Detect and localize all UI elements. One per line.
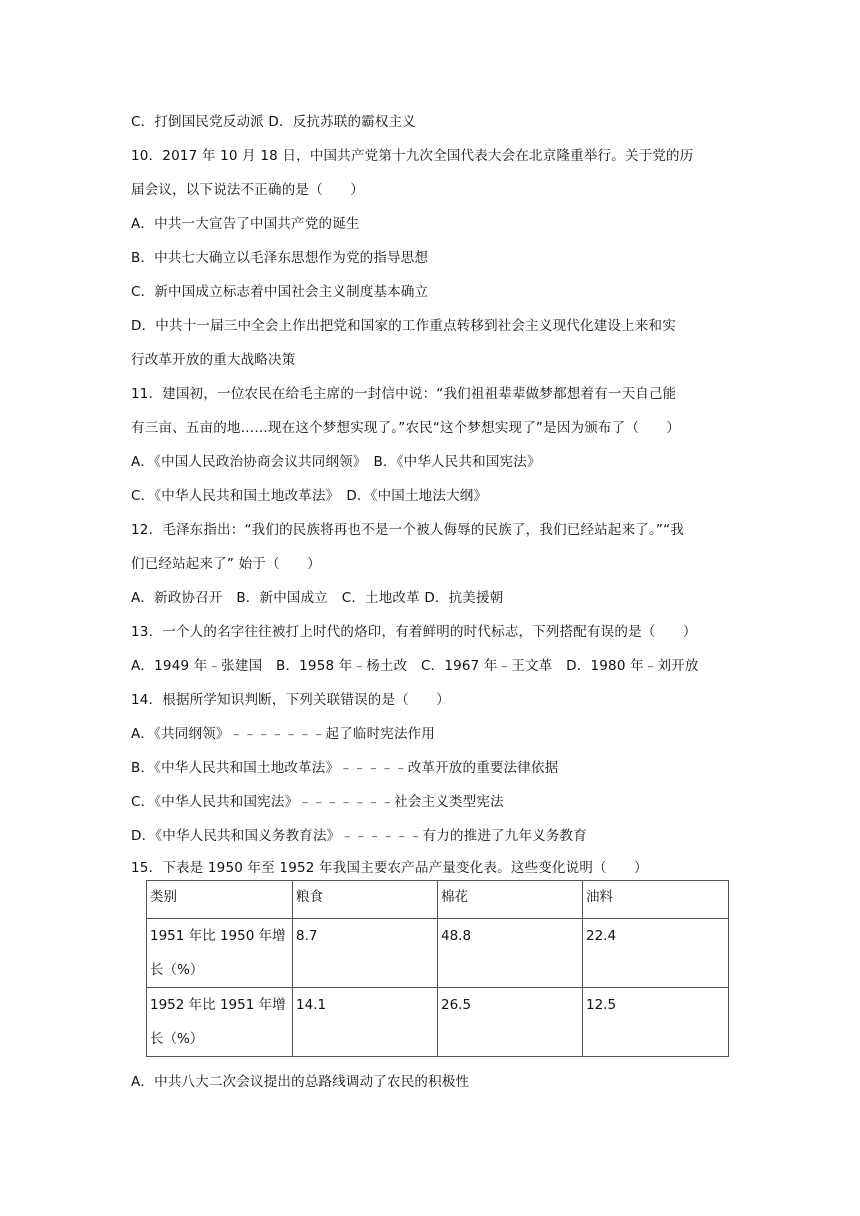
q14-option-b: B．《中华人民共和国土地改革法》﹣﹣﹣﹣﹣改革开放的重要法律依据 bbox=[131, 760, 559, 776]
q11-stem-line1: 11．建国初，一位农民在给毛主席的一封信中说：“我们祖祖辈辈做梦都想着有一天自己能 bbox=[131, 386, 677, 402]
row-label-line2: 长（%） bbox=[150, 1031, 204, 1047]
q11-stem-line2: 有三亩、五亩的地……现在这个梦想实现了。”农民“这个梦想实现了”是因为颁布了（ ） bbox=[131, 420, 681, 436]
cell-oil: 22.4 bbox=[583, 919, 729, 988]
q15-option-a: A．中共八大二次会议提出的总路线调动了农民的积极性 bbox=[131, 1074, 470, 1090]
q10-stem-line2: 届会议，以下说法不正确的是（ ） bbox=[131, 182, 364, 198]
row-label bbox=[147, 919, 293, 988]
header-oil: 油料 bbox=[583, 881, 729, 919]
q10-option-a: A．中共一大宣告了中国共产党的诞生 bbox=[131, 216, 360, 232]
cell-cotton: 26.5 bbox=[438, 988, 583, 1057]
q14-option-c: C．《中华人民共和国宪法》﹣﹣﹣﹣﹣﹣﹣社会主义类型宪法 bbox=[131, 794, 504, 810]
header-category: 类别 bbox=[147, 881, 293, 919]
cell-cotton: 48.8 bbox=[438, 919, 583, 988]
row-label bbox=[147, 988, 293, 1057]
row-label-line2: 长（%） bbox=[150, 962, 204, 978]
q14-stem: 14．根据所学知识判断，下列关联错误的是（ ） bbox=[131, 692, 450, 708]
q13-stem: 13．一个人的名字往往被打上时代的烙印，有着鲜明的时代标志，下列搭配有误的是（ ） bbox=[131, 624, 697, 640]
q10-option-b: B．中共七大确立以毛泽东思想作为党的指导思想 bbox=[131, 250, 429, 266]
cell-oil: 12.5 bbox=[583, 988, 729, 1057]
q10-option-c: C．新中国成立标志着中国社会主义制度基本确立 bbox=[131, 284, 429, 300]
table-row bbox=[147, 988, 729, 1057]
cell-grain: 14.1 bbox=[293, 988, 438, 1057]
production-table bbox=[146, 880, 729, 1057]
table-header-row bbox=[147, 881, 729, 919]
row-label-line1: 1951 年比 1950 年增 bbox=[150, 928, 286, 944]
q15-stem: 15．下表是 1950 年至 1952 年我国主要农产品产量变化表。这些变化说明（ ） bbox=[131, 860, 648, 876]
q14-option-d: D．《中华人民共和国义务教育法》﹣﹣﹣﹣﹣﹣有力的推进了九年义务教育 bbox=[131, 828, 587, 844]
cell-grain: 8.7 bbox=[293, 919, 438, 988]
q10-option-d-line2: 行改革开放的重大战略决策 bbox=[131, 352, 296, 368]
header-grain: 粮食 bbox=[293, 881, 438, 919]
header-cotton: 棉花 bbox=[438, 881, 583, 919]
table-row bbox=[147, 919, 729, 988]
q12-stem-line2: 们已经站起来了” 始于（ ） bbox=[131, 556, 321, 572]
q11-options-cd: C．《中华人民共和国土地改革法》 D．《中国土地法大纲》 bbox=[131, 488, 488, 504]
q13-options: A．1949 年﹣张建国 B．1958 年﹣杨土改 C．1967 年﹣王文革 D．1980 年﹣刘开放 bbox=[131, 658, 699, 674]
q14-option-a: A．《共同纲领》﹣﹣﹣﹣﹣﹣﹣起了临时宪法作用 bbox=[131, 726, 436, 742]
q11-options-ab: A．《中国人民政治协商会议共同纲领》 B．《中华人民共和国宪法》 bbox=[131, 454, 541, 470]
q12-stem-line1: 12．毛泽东指出：“我们的民族将再也不是一个被人侮辱的民族了，我们已经站起来了。”“我 bbox=[131, 522, 685, 538]
q9-options-cd: C．打倒国民党反动派 D．反抗苏联的霸权主义 bbox=[131, 114, 417, 130]
q10-option-d-line1: D．中共十一届三中全会上作出把党和国家的工作重点转移到社会主义现代化建设上来和实 bbox=[131, 318, 676, 334]
q12-options: A．新政协召开 B．新中国成立 C．土地改革 D．抗美援朝 bbox=[131, 590, 504, 606]
q10-stem-line1: 10．2017 年 10 月 18 日，中国共产党第十九次全国代表大会在北京隆重举行。关于党的历 bbox=[131, 148, 694, 164]
row-label-line1: 1952 年比 1951 年增 bbox=[150, 997, 286, 1013]
